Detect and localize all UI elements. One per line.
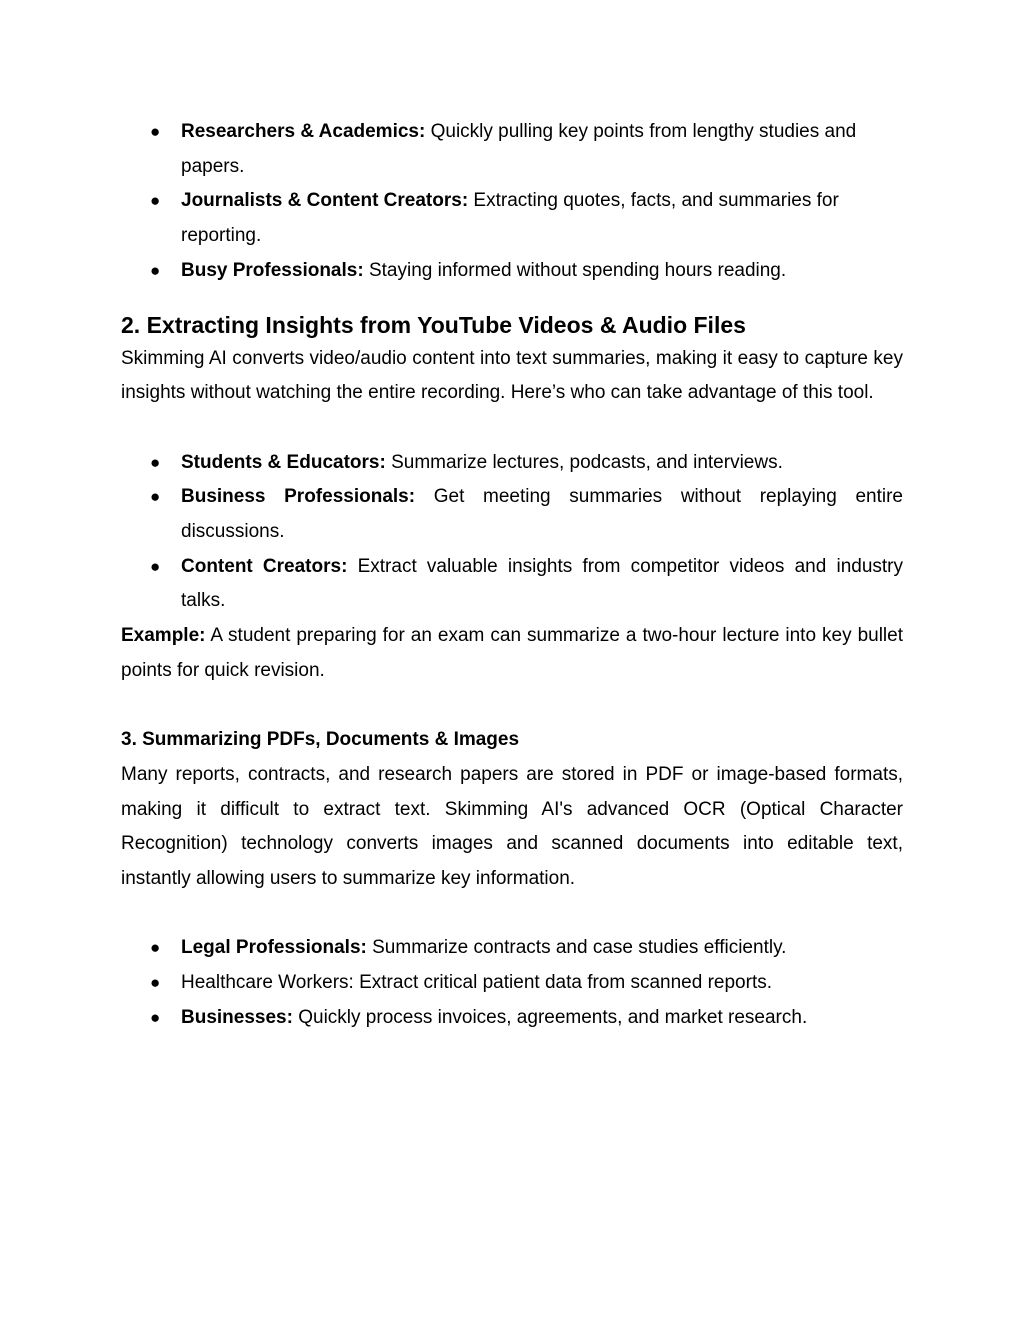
section-2-heading: 2. Extracting Insights from YouTube Videos & Audio Files bbox=[121, 311, 746, 338]
spacer bbox=[121, 411, 903, 446]
list-item bbox=[121, 1001, 903, 1036]
list-item bbox=[121, 446, 903, 481]
list-item-text: Staying informed without spending hours reading. bbox=[363, 259, 787, 281]
section-2-intro: Skimming AI converts video/audio content into text summaries, making it easy to capture key insights without watching the entire recording. Here’s who can take advantage of this tool. bbox=[121, 347, 903, 404]
list-item bbox=[121, 550, 903, 619]
list-item-label: Students & Educators: bbox=[181, 451, 386, 473]
bullet-icon: ● bbox=[150, 938, 161, 958]
section-2-example bbox=[121, 619, 903, 688]
bullet-icon: ● bbox=[150, 487, 161, 507]
list-item bbox=[121, 184, 903, 253]
bullet-icon: ● bbox=[150, 973, 161, 993]
list-item-text: Extract valuable insights from competitor videos and industry talks. bbox=[181, 555, 904, 612]
section-2-bullet-list bbox=[121, 446, 903, 620]
list-item bbox=[121, 254, 903, 289]
list-item-label: Businesses: bbox=[181, 1006, 293, 1028]
list-item bbox=[121, 115, 903, 184]
spacer bbox=[121, 289, 903, 308]
section-3-bullet-list bbox=[121, 931, 903, 1035]
list-item-text: Summarize lectures, podcasts, and interviews. bbox=[385, 451, 783, 473]
bullet-icon: ● bbox=[150, 191, 161, 211]
list-item bbox=[121, 966, 903, 1001]
top-bullet-list bbox=[121, 115, 903, 289]
list-item-label: Researchers & Academics: bbox=[181, 121, 426, 142]
bullet-icon: ● bbox=[150, 122, 161, 141]
list-item-text: Quickly process invoices, agreements, and market research. bbox=[292, 1006, 808, 1028]
spacer bbox=[121, 897, 903, 932]
list-item bbox=[121, 931, 903, 966]
list-item-label: Business Professionals: bbox=[181, 486, 416, 508]
section-3-heading: 3. Summarizing PDFs, Documents & Images bbox=[121, 729, 520, 751]
list-item-text: Summarize contracts and case studies efficiently. bbox=[366, 937, 787, 959]
bullet-icon: ● bbox=[150, 260, 161, 280]
page-content bbox=[121, 115, 903, 1036]
example-label: Example: bbox=[121, 625, 206, 647]
example-text: A student preparing for an exam can summarize a two-hour lecture into key bullet points for quick revision. bbox=[121, 625, 903, 681]
list-item-text: Healthcare Workers: Extract critical patient data from scanned reports. bbox=[181, 972, 773, 994]
spacer bbox=[121, 689, 903, 724]
section-3-intro: Many reports, contracts, and research papers are stored in PDF or image-based formats, making it difficult to extract text. Skimming AI's advanced OCR (Optical Character Recognition) technology converts images and scanned documents into editable text, instantly allowing users to summarize key information. bbox=[121, 763, 903, 890]
list-item-text: Extracting quotes, facts, and summaries for reporting. bbox=[181, 190, 839, 247]
bullet-icon: ● bbox=[150, 452, 161, 472]
list-item-label: Journalists & Content Creators: bbox=[181, 190, 469, 212]
bullet-icon: ● bbox=[150, 1007, 161, 1027]
bullet-icon: ● bbox=[150, 556, 161, 576]
list-item-text: Get meeting summaries without replaying entire discussions. bbox=[181, 486, 903, 543]
list-item bbox=[121, 480, 903, 549]
list-item-label: Content Creators: bbox=[181, 555, 348, 577]
list-item-text: Quickly pulling key points from lengthy studies and papers. bbox=[181, 121, 857, 177]
list-item-label: Busy Professionals: bbox=[181, 259, 364, 281]
list-item-label: Legal Professionals: bbox=[181, 937, 367, 959]
